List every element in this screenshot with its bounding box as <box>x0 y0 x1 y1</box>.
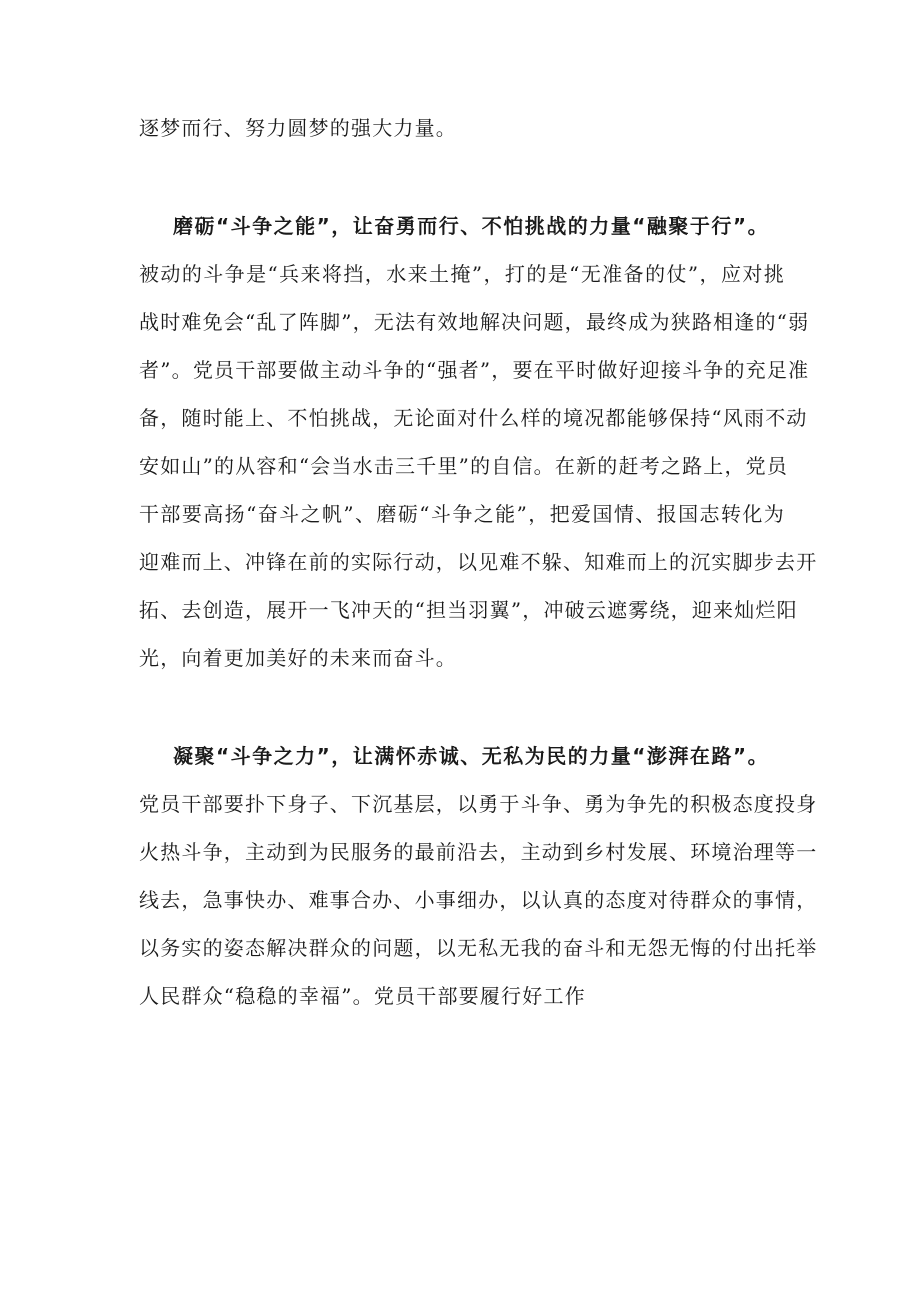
paragraph-line: 以务实的姿态解决群众的问题，以无私无我的奋斗和无怨无悔的付出托举 <box>139 936 818 960</box>
paragraph-line: 线去，急事快办、难事合办、小事细办，以认真的态度对待群众的事情， <box>139 888 818 912</box>
paragraph-line: 战时难免会“乱了阵脚”，无法有效地解决问题，最终成为狭路相逢的“弱 <box>139 310 810 334</box>
paragraph-gap <box>139 682 785 732</box>
paragraph-line: 火热斗争，主动到为民服务的最前沿去，主动到乡村发展、环境治理等一 <box>139 840 818 864</box>
section-heading-2: 凝聚“斗争之力”，让满怀赤诚、无私为民的力量“澎湃在路”。 <box>173 744 770 768</box>
paragraph-line: 逐梦而行、努力圆梦的强大力量。 <box>139 116 457 140</box>
paragraph-line: 者”。党员干部要做主动斗争的“强者”，要在平时做好迎接斗争的充足准 <box>139 358 810 382</box>
paragraph-line: 干部要高扬“奋斗之帆”、磨砺“斗争之能”，把爱国情、报国志转化为 <box>139 502 785 526</box>
paragraph-line: 人民群众“稳稳的幸福”。党员干部要履行好工作 <box>139 984 586 1008</box>
paragraph-line: 安如山”的从容和“会当水击三千里”的自信。在新的赶考之路上，党员 <box>139 454 789 478</box>
paragraph-line: 被动的斗争是“兵来将挡，水来土掩”，打的是“无准备的仗”，应对挑 <box>139 262 785 286</box>
paragraph-line: 备，随时能上、不怕挑战，无论面对什么样的境况都能够保持“风雨不动 <box>139 406 808 430</box>
section-heading-1: 磨砺“斗争之能”，让奋勇而行、不怕挑战的力量“融聚于行”。 <box>173 214 770 238</box>
paragraph-gap <box>139 152 785 202</box>
paragraph-line: 迎难而上、冲锋在前的实际行动，以见难不躲、知难而上的沉实脚步去开 <box>139 550 818 574</box>
paragraph-line: 光，向着更加美好的未来而奋斗。 <box>139 646 457 670</box>
paragraph-line: 党员干部要扑下身子、下沉基层，以勇于斗争、勇为争先的积极态度投身 <box>139 792 818 816</box>
paragraph-line: 拓、去创造，展开一飞冲天的“担当羽翼”，冲破云遮雾绕，迎来灿烂阳 <box>139 598 798 622</box>
document-page <box>139 104 818 1020</box>
